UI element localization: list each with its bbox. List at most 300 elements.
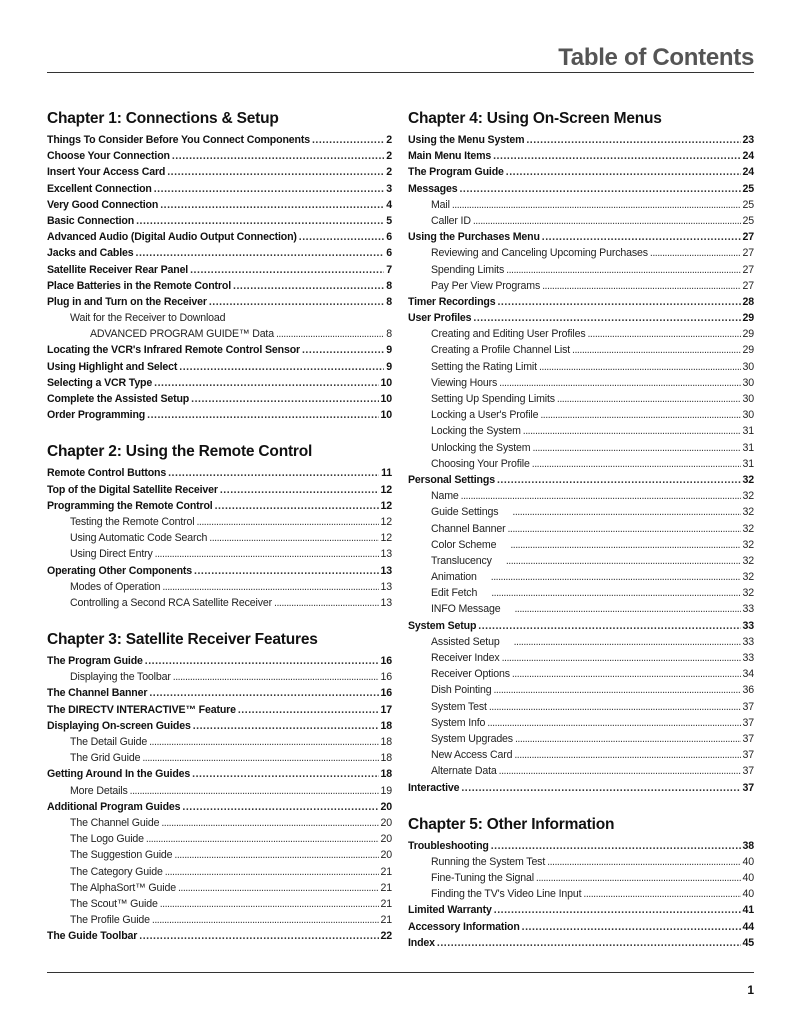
toc-subentry[interactable] — [408, 699, 754, 715]
toc-entry-title: New Access Card — [431, 749, 513, 762]
toc-subentry[interactable] — [408, 870, 754, 886]
toc-page-number: 37 — [742, 700, 754, 713]
toc-entry-title: Insert Your Access Card — [47, 166, 166, 179]
leader-dots — [196, 514, 378, 530]
toc-subentry[interactable] — [47, 831, 392, 847]
toc-entry-title: Place Batteries in the Remote Control — [47, 279, 232, 292]
leader-dots — [165, 864, 379, 880]
toc-page-number: 16 — [380, 671, 392, 684]
toc-entry-title: The DIRECTV INTERACTIVE™ Feature — [47, 703, 236, 716]
toc-entry[interactable] — [47, 375, 392, 391]
leader-dots — [190, 262, 384, 278]
toc-column-left — [47, 110, 392, 944]
toc-entry-title: Displaying the Toolbar — [70, 671, 171, 684]
toc-entry-title: Name — [431, 490, 459, 503]
toc-entry[interactable] — [47, 164, 392, 180]
toc-entry[interactable] — [47, 213, 392, 229]
toc-subentry[interactable] — [47, 912, 392, 928]
toc-page-number: 20 — [380, 800, 392, 813]
chapter-3 — [47, 631, 392, 944]
toc-entry[interactable] — [408, 181, 754, 197]
toc-entry[interactable] — [408, 838, 754, 854]
toc-subentry[interactable] — [47, 847, 392, 863]
leader-dots — [168, 465, 379, 481]
toc-subentry[interactable] — [408, 391, 754, 407]
toc-subentry[interactable] — [408, 537, 754, 553]
toc-page-number: 2 — [386, 150, 392, 163]
leader-dots — [523, 423, 741, 439]
toc-entry-title: Satellite Receiver Rear Panel — [47, 263, 189, 276]
toc-subentry[interactable] — [408, 423, 754, 439]
toc-subentry[interactable] — [408, 553, 754, 569]
toc-entry-title: Locating the VCR's Infrared Remote Control Sensor — [47, 344, 300, 357]
toc-entry[interactable] — [408, 148, 754, 164]
toc-entry-title: Unlocking the System — [431, 441, 531, 454]
toc-page-number: 10 — [380, 393, 392, 406]
toc-entry-title: Testing the Remote Control — [70, 515, 195, 528]
toc-page-number: 25 — [742, 198, 754, 211]
toc-entry-title: Troubleshooting — [408, 839, 489, 852]
toc-subentry[interactable] — [408, 731, 754, 747]
toc-entry[interactable] — [47, 799, 392, 815]
toc-page-number: 23 — [742, 134, 754, 146]
leader-dots — [497, 294, 740, 310]
toc-entry[interactable] — [47, 294, 392, 310]
page-number: 1 — [747, 983, 754, 997]
leader-dots — [515, 731, 741, 747]
leader-dots — [149, 685, 378, 701]
toc-subentry[interactable] — [47, 546, 392, 562]
toc-entry-title: Main Menu Items — [408, 150, 492, 163]
leader-dots — [174, 847, 378, 863]
toc-page-number: 37 — [742, 716, 754, 729]
toc-entry[interactable] — [47, 391, 392, 407]
toc-entry-title: Additional Program Guides — [47, 800, 181, 813]
toc-entry-title: The Profile Guide — [70, 914, 150, 927]
leader-dots — [506, 553, 741, 569]
toc-entry-title: Choose Your Connection — [47, 150, 170, 163]
page-title: Table of Contents — [558, 44, 754, 71]
toc-page-number: 30 — [742, 376, 754, 389]
toc-entry-title: The Channel Banner — [47, 687, 148, 700]
leader-dots — [139, 928, 378, 944]
toc-page-number: 34 — [742, 668, 754, 681]
toc-subentry[interactable] — [47, 310, 392, 342]
leader-dots — [532, 456, 741, 472]
toc-entry-title: Using Direct Entry — [70, 548, 153, 561]
leader-dots — [497, 472, 741, 488]
toc-page-number: 17 — [380, 703, 392, 716]
toc-page-number: 20 — [380, 849, 392, 862]
toc-subentry[interactable] — [47, 750, 392, 766]
toc-entry[interactable] — [408, 780, 754, 796]
toc-entry-title: Using the Menu System — [408, 134, 525, 146]
toc-page-number: 44 — [742, 920, 754, 933]
toc-entry[interactable] — [408, 902, 754, 918]
toc-subentry[interactable] — [47, 864, 392, 880]
toc-subentry[interactable] — [47, 579, 392, 595]
toc-page-number: 13 — [380, 580, 392, 593]
toc-entry[interactable] — [47, 407, 392, 423]
toc-page-number: 29 — [742, 344, 754, 357]
toc-subentry[interactable] — [408, 666, 754, 682]
toc-entry[interactable] — [408, 294, 754, 310]
leader-dots — [514, 634, 741, 650]
toc-entry[interactable] — [47, 262, 392, 278]
toc-entry[interactable] — [47, 482, 392, 498]
toc-entry-title: Personal Settings — [408, 473, 495, 486]
leader-dots — [491, 585, 740, 601]
toc-entry-title: The Suggestion Guide — [70, 849, 173, 862]
toc-entry[interactable] — [47, 359, 392, 375]
toc-entry-title: System Test — [431, 700, 487, 713]
toc-subentry[interactable] — [47, 514, 392, 530]
leader-dots — [489, 699, 741, 715]
toc-entry-title: Finding the TV's Video Line Input — [431, 888, 582, 901]
toc-subentry[interactable] — [47, 880, 392, 896]
leader-dots — [136, 213, 384, 229]
toc-page-number: 10 — [380, 376, 392, 389]
toc-subentry[interactable] — [408, 601, 754, 617]
toc-subentry[interactable] — [408, 262, 754, 278]
toc-subentry[interactable] — [408, 521, 754, 537]
toc-page-number: 31 — [742, 425, 754, 438]
toc-page-number: 29 — [742, 328, 754, 341]
leader-dots — [302, 342, 384, 358]
toc-entry-title: Selecting a VCR Type — [47, 376, 153, 389]
leader-dots — [583, 886, 740, 902]
leader-dots — [539, 359, 741, 375]
toc-entry-title: The Category Guide — [70, 865, 163, 878]
toc-entry-title: Using Automatic Code Search — [70, 532, 208, 545]
leader-dots — [160, 896, 379, 912]
toc-subentry[interactable] — [47, 530, 392, 546]
toc-entry-title: Locking the System — [431, 425, 521, 438]
leader-dots — [452, 197, 741, 213]
toc-subentry[interactable] — [47, 734, 392, 750]
leader-dots — [276, 326, 384, 342]
toc-page-number: 5 — [386, 214, 392, 227]
toc-entry-title: The Channel Guide — [70, 816, 160, 829]
toc-subentry[interactable] — [408, 504, 754, 520]
toc-entry-title: Complete the Assisted Setup — [47, 393, 190, 406]
toc-entry[interactable] — [47, 685, 392, 701]
leader-dots — [172, 148, 384, 164]
toc-entry[interactable] — [47, 229, 392, 245]
toc-page-number: 18 — [380, 752, 392, 765]
toc-subentry[interactable] — [408, 569, 754, 585]
leader-dots — [233, 278, 384, 294]
leader-dots — [526, 132, 740, 148]
toc-subentry[interactable] — [408, 747, 754, 763]
toc-subentry[interactable] — [408, 197, 754, 213]
footer-rule — [47, 972, 754, 973]
leader-dots — [220, 482, 379, 498]
toc-page-number: 22 — [380, 930, 392, 943]
toc-entry[interactable] — [47, 563, 392, 579]
chapter-2 — [47, 443, 392, 611]
toc-page-number: 8 — [386, 328, 392, 341]
toc-page-number: 4 — [386, 198, 392, 211]
toc-entry[interactable] — [47, 342, 392, 358]
toc-entry-title: Very Good Connection — [47, 198, 159, 211]
toc-page-number: 27 — [742, 263, 754, 276]
toc-page-number: 37 — [742, 765, 754, 778]
toc-subentry[interactable] — [408, 342, 754, 358]
toc-page-number: 30 — [742, 360, 754, 373]
toc-subentry[interactable] — [408, 213, 754, 229]
toc-page-number: 21 — [380, 914, 392, 927]
toc-page-number: 40 — [742, 855, 754, 868]
leader-dots — [473, 213, 741, 229]
leader-dots — [494, 902, 741, 918]
toc-page-number: 6 — [386, 231, 392, 244]
toc-entry-title: Guide Settings — [431, 506, 499, 519]
toc-page-number: 37 — [742, 781, 754, 794]
toc-subentry[interactable] — [47, 669, 392, 685]
toc-page-number: 33 — [742, 652, 754, 664]
toc-entry[interactable] — [408, 919, 754, 935]
toc-page-number: 32 — [742, 538, 754, 551]
toc-entry[interactable] — [47, 928, 392, 944]
toc-entry-title: More Details — [70, 784, 128, 797]
toc-subentry[interactable] — [408, 326, 754, 342]
leader-dots — [173, 669, 379, 685]
leader-dots — [522, 919, 741, 935]
leader-dots — [191, 391, 378, 407]
leader-dots — [147, 407, 378, 423]
leader-dots — [514, 601, 740, 617]
chapter-heading: Chapter 5: Other Information — [408, 815, 615, 833]
toc-page-number: 25 — [742, 182, 754, 195]
toc-entry-title: Assisted Setup — [431, 635, 500, 648]
toc-subentry[interactable] — [408, 634, 754, 650]
toc-page-number: 21 — [380, 865, 392, 878]
toc-page-number: 41 — [742, 904, 754, 917]
toc-entry[interactable] — [408, 618, 754, 634]
leader-dots — [502, 650, 741, 666]
leader-dots — [193, 718, 379, 734]
toc-subentry[interactable] — [408, 359, 754, 375]
toc-page-number: 18 — [380, 719, 392, 732]
toc-subentry[interactable] — [408, 278, 754, 294]
leader-dots — [473, 310, 740, 326]
toc-page-number: 29 — [742, 312, 754, 325]
toc-subentry[interactable] — [408, 585, 754, 601]
toc-entry-title: Running the System Test — [431, 855, 546, 868]
toc-entry[interactable] — [47, 245, 392, 261]
leader-dots — [510, 537, 740, 553]
toc-entry-title: Setting the Rating Limit — [431, 360, 537, 373]
toc-page-number: 18 — [380, 768, 392, 781]
leader-dots — [238, 702, 379, 718]
toc-subentry[interactable] — [408, 488, 754, 504]
toc-entry[interactable] — [408, 164, 754, 180]
toc-entry-title: Plug in and Turn on the Receiver — [47, 295, 207, 308]
leader-dots — [532, 440, 740, 456]
toc-page-number: 31 — [742, 457, 754, 470]
toc-entry-title: Viewing Hours — [431, 376, 498, 389]
toc-entry[interactable] — [47, 718, 392, 734]
toc-page-number: 30 — [742, 393, 754, 405]
leader-dots — [514, 747, 740, 763]
toc-entry[interactable] — [408, 935, 754, 951]
toc-subentry[interactable] — [408, 715, 754, 731]
toc-page-number: 24 — [742, 166, 754, 179]
toc-entry[interactable] — [47, 181, 392, 197]
leader-dots — [461, 780, 740, 796]
toc-entry-title: Interactive — [408, 781, 460, 794]
toc-page-number: 37 — [742, 732, 754, 745]
toc-entry-title: Order Programming — [47, 409, 146, 422]
leader-dots — [542, 278, 740, 294]
chapter-heading: Chapter 3: Satellite Receiver Features — [47, 631, 318, 649]
chapter-entries — [47, 653, 392, 944]
toc-subentry[interactable] — [47, 595, 392, 611]
toc-page-number: 24 — [742, 150, 754, 163]
toc-entry[interactable] — [47, 766, 392, 782]
leader-dots — [312, 132, 384, 148]
toc-entry[interactable] — [408, 132, 754, 148]
leader-dots — [161, 815, 378, 831]
leader-dots — [540, 407, 740, 423]
chapter-1 — [47, 110, 392, 423]
toc-page-number: 13 — [380, 596, 392, 609]
toc-entry-title: System Setup — [408, 619, 477, 632]
toc-entry-title: Locking a User's Profile — [431, 409, 539, 422]
toc-subentry[interactable] — [408, 440, 754, 456]
toc-entry[interactable] — [47, 702, 392, 718]
toc-page-number: 2 — [386, 166, 392, 179]
toc-page-number: 38 — [742, 839, 754, 852]
leader-dots — [506, 164, 741, 180]
toc-entry-title: Using Highlight and Select — [47, 360, 178, 373]
leader-dots — [493, 148, 740, 164]
toc-entry-title: Programming the Remote Control — [47, 499, 213, 512]
toc-entry[interactable] — [47, 197, 392, 213]
toc-entry-title: Dish Pointing — [431, 684, 492, 697]
toc-page-number: 36 — [742, 684, 754, 697]
toc-entry[interactable] — [47, 148, 392, 164]
toc-page-number: 20 — [380, 833, 392, 846]
toc-entry-title: Color Scheme — [431, 538, 497, 551]
toc-page-number: 12 — [380, 532, 392, 545]
toc-entry[interactable] — [408, 310, 754, 326]
toc-entry[interactable] — [408, 472, 754, 488]
toc-subentry[interactable] — [408, 682, 754, 698]
toc-page-number: 19 — [380, 784, 392, 797]
toc-subentry[interactable] — [408, 650, 754, 666]
toc-entry-title: Translucency — [431, 554, 492, 567]
toc-entry-title: The Detail Guide — [70, 736, 148, 749]
leader-dots — [493, 682, 740, 698]
leader-dots — [499, 763, 741, 779]
toc-entry-title: Creating and Editing User Profiles — [431, 328, 586, 341]
toc-entry[interactable] — [47, 132, 392, 148]
toc-subentry[interactable] — [47, 896, 392, 912]
toc-entry-title: Animation — [431, 571, 477, 584]
toc-entry-title: Mail — [431, 198, 450, 211]
toc-column-right — [408, 110, 754, 951]
toc-page-number: 21 — [380, 897, 392, 910]
leader-dots — [209, 530, 378, 546]
toc-entry[interactable] — [47, 498, 392, 514]
toc-page-number: 33 — [742, 603, 754, 616]
leader-dots — [506, 262, 740, 278]
toc-subentry[interactable] — [408, 456, 754, 472]
leader-dots — [547, 854, 740, 870]
chapter-heading: Chapter 2: Using the Remote Control — [47, 443, 313, 461]
toc-subentry[interactable] — [408, 375, 754, 391]
toc-page-number: 28 — [742, 295, 754, 308]
leader-dots — [162, 579, 378, 595]
toc-entry-title: Things To Consider Before You Connect Components — [47, 134, 310, 146]
toc-subentry[interactable] — [408, 763, 754, 779]
chapter-entries — [47, 465, 392, 611]
toc-page-number: 33 — [742, 635, 754, 648]
chapter-entries — [408, 838, 754, 951]
leader-dots — [178, 880, 379, 896]
toc-entry-title: Index — [408, 936, 435, 949]
toc-entry[interactable] — [47, 278, 392, 294]
leader-dots — [650, 245, 741, 261]
leader-dots — [459, 181, 740, 197]
toc-entry-title: Controlling a Second RCA Satellite Receiver — [70, 596, 273, 609]
leader-dots — [142, 750, 378, 766]
toc-entry-title: Receiver Index — [431, 652, 500, 664]
leader-dots — [572, 342, 740, 358]
toc-subentry[interactable] — [47, 815, 392, 831]
leader-dots — [136, 245, 385, 261]
toc-entry-title: Wait for the Receiver to Download — [70, 312, 226, 325]
leader-dots — [209, 294, 384, 310]
toc-entry[interactable] — [408, 229, 754, 245]
chapter-4 — [408, 110, 754, 796]
toc-entry-title: Setting Up Spending Limits — [431, 393, 555, 405]
toc-entry[interactable] — [47, 653, 392, 669]
toc-page-number: 37 — [742, 749, 754, 762]
leader-dots — [179, 359, 384, 375]
toc-page-number: 21 — [380, 881, 392, 894]
leader-dots — [152, 912, 379, 928]
leader-dots — [512, 666, 741, 682]
toc-subentry[interactable] — [408, 245, 754, 261]
toc-page-number: 18 — [380, 736, 392, 749]
toc-subentry[interactable] — [408, 407, 754, 423]
toc-entry-title: System Upgrades — [431, 732, 513, 745]
toc-page-number: 10 — [380, 409, 392, 422]
toc-page-number: 9 — [386, 344, 392, 357]
toc-entry-title: Edit Fetch — [431, 587, 478, 600]
toc-entry-title-continued: ADVANCED PROGRAM GUIDE™ Data — [90, 328, 274, 341]
toc-subentry[interactable] — [408, 886, 754, 902]
toc-subentry[interactable] — [47, 783, 392, 799]
chapter-heading: Chapter 1: Connections & Setup — [47, 110, 279, 127]
leader-dots — [130, 783, 379, 799]
toc-subentry[interactable] — [408, 854, 754, 870]
toc-entry-title: Operating Other Components — [47, 564, 193, 577]
toc-entry-title: Jacks and Cables — [47, 247, 134, 260]
chapter-entries — [47, 132, 392, 423]
toc-page-number: 9 — [386, 360, 392, 373]
toc-entry[interactable] — [47, 465, 392, 481]
toc-entry-title: User Profiles — [408, 312, 472, 325]
toc-entry-title: Fine-Tuning the Signal — [431, 872, 534, 885]
toc-entry-title: The Logo Guide — [70, 833, 144, 846]
toc-entry-title: Pay Per View Programs — [431, 279, 541, 292]
toc-entry-title: System Info — [431, 716, 486, 729]
toc-page-number: 6 — [386, 247, 392, 260]
